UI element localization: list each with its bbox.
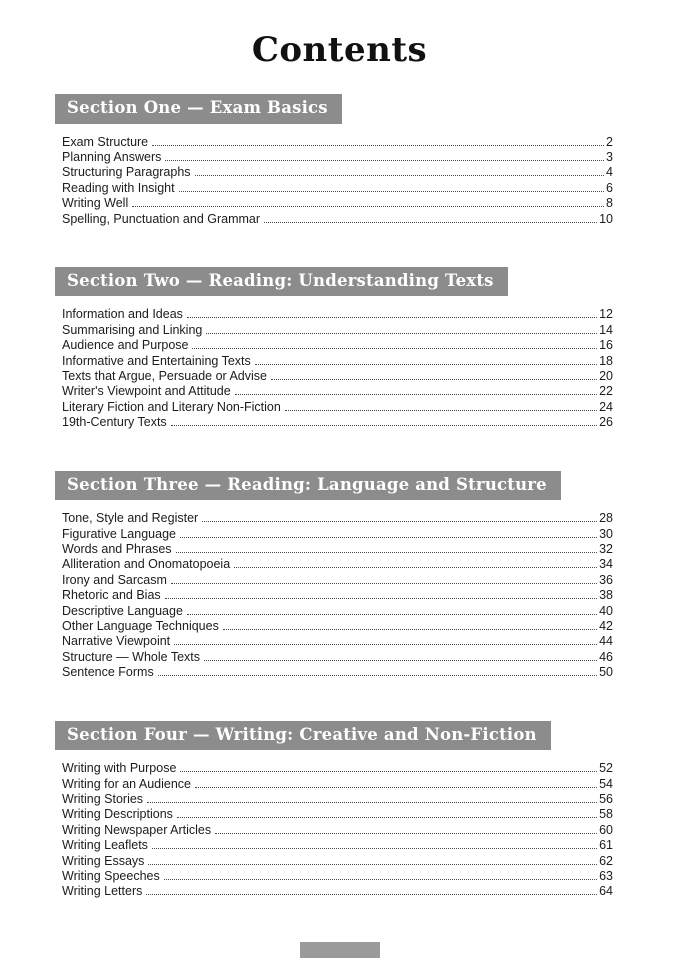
dot-leader xyxy=(152,145,604,146)
entry-label: Writing for an Audience xyxy=(62,776,192,791)
entry-label: Writing Descriptions xyxy=(62,807,173,822)
dot-leader xyxy=(223,629,597,630)
section-title: Section One — Exam Basics xyxy=(67,98,328,117)
entry-page-number: 2 xyxy=(606,134,613,149)
dot-leader xyxy=(264,222,597,223)
entry-label: Structure — Whole Texts xyxy=(62,649,201,664)
entry-label: Audience and Purpose xyxy=(62,338,189,353)
entry-label: 19th-Century Texts xyxy=(62,415,167,430)
toc-entry xyxy=(62,573,613,588)
entry-label: Writer's Viewpoint and Attitude xyxy=(62,384,231,399)
entry-label: Planning Answers xyxy=(62,149,162,164)
entry-page-number: 10 xyxy=(599,211,613,226)
toc-entry xyxy=(62,542,613,557)
entry-page-number: 40 xyxy=(599,603,613,618)
entry-page-number: 16 xyxy=(599,338,613,353)
toc-entry xyxy=(62,400,613,415)
toc-entry xyxy=(62,384,613,399)
toc-entry xyxy=(62,665,613,680)
toc-entry xyxy=(62,838,613,853)
dot-leader xyxy=(147,802,597,803)
entry-page-number: 61 xyxy=(599,838,613,853)
dot-leader xyxy=(202,521,597,522)
entry-page-number: 50 xyxy=(599,665,613,680)
toc-entry xyxy=(62,588,613,603)
dot-leader xyxy=(187,317,597,318)
entry-label: Writing Stories xyxy=(62,791,144,806)
toc-entry xyxy=(62,604,613,619)
dot-leader xyxy=(285,410,597,411)
section-header-bar xyxy=(55,721,551,751)
toc-entry xyxy=(62,323,613,338)
entry-label: Reading with Insight xyxy=(62,180,175,195)
toc-entry xyxy=(62,557,613,572)
toc-entry xyxy=(62,338,613,353)
entry-page-number: 30 xyxy=(599,526,613,541)
toc-entry xyxy=(62,135,613,150)
toc-entry xyxy=(62,165,613,180)
toc-section xyxy=(62,471,613,681)
dot-leader xyxy=(171,583,597,584)
entry-label: Figurative Language xyxy=(62,526,176,541)
section-entries xyxy=(62,135,613,227)
dot-leader xyxy=(235,394,597,395)
dot-leader xyxy=(158,675,597,676)
toc-entry xyxy=(62,415,613,430)
entry-label: Writing Essays xyxy=(62,853,145,868)
toc-entry xyxy=(62,777,613,792)
dot-leader xyxy=(179,191,604,192)
entry-page-number: 52 xyxy=(599,761,613,776)
entry-page-number: 4 xyxy=(606,165,613,180)
toc-entry xyxy=(62,196,613,211)
entry-page-number: 22 xyxy=(599,384,613,399)
dot-leader xyxy=(234,567,597,568)
entry-page-number: 60 xyxy=(599,822,613,837)
dot-leader xyxy=(132,206,604,207)
section-entries xyxy=(62,307,613,430)
dot-leader xyxy=(195,175,605,176)
dot-leader xyxy=(255,364,597,365)
entry-label: Writing Letters xyxy=(62,884,143,899)
toc-entry xyxy=(62,369,613,384)
entry-page-number: 32 xyxy=(599,542,613,556)
dot-leader xyxy=(164,879,597,880)
entry-page-number: 44 xyxy=(599,634,613,649)
dot-leader xyxy=(171,425,597,426)
dot-leader xyxy=(204,660,597,661)
entry-label: Structuring Paragraphs xyxy=(62,165,191,180)
toc-entry xyxy=(62,884,613,899)
entry-label: Descriptive Language xyxy=(62,603,183,618)
toc-entry xyxy=(62,823,613,838)
toc-entry xyxy=(62,212,613,227)
entry-page-number: 6 xyxy=(606,180,613,195)
section-header-bar xyxy=(55,471,561,501)
section-header-bar xyxy=(55,94,342,124)
section-header-bar xyxy=(55,267,508,297)
entry-label: Irony and Sarcasm xyxy=(62,572,167,587)
toc xyxy=(0,94,679,900)
dot-leader xyxy=(165,160,604,161)
toc-entry xyxy=(62,181,613,196)
toc-entry xyxy=(62,761,613,776)
entry-page-number: 63 xyxy=(599,869,613,883)
toc-entry xyxy=(62,527,613,542)
toc-entry xyxy=(62,650,613,665)
entry-page-number: 28 xyxy=(599,511,613,526)
entry-label: Literary Fiction and Literary Non-Fiction xyxy=(62,399,281,414)
dot-leader xyxy=(146,894,597,895)
dot-leader xyxy=(215,833,597,834)
entry-label: Tone, Style and Register xyxy=(62,511,199,526)
footer-bar xyxy=(300,942,380,958)
entry-page-number: 14 xyxy=(599,322,613,337)
entry-page-number: 46 xyxy=(599,649,613,664)
dot-leader xyxy=(271,379,597,380)
section-entries xyxy=(62,761,613,900)
toc-entry xyxy=(62,307,613,322)
entry-label: Alliteration and Onomatopoeia xyxy=(62,557,231,572)
entry-label: Summarising and Linking xyxy=(62,322,203,337)
entry-page-number: 36 xyxy=(599,572,613,587)
entry-label: Other Language Techniques xyxy=(62,619,219,634)
toc-entry xyxy=(62,792,613,807)
section-title: Section Three — Reading: Language and Structure xyxy=(67,474,547,494)
toc-entry xyxy=(62,354,613,369)
dot-leader xyxy=(174,644,597,645)
dot-leader xyxy=(177,817,597,818)
dot-leader xyxy=(180,771,597,772)
page-title: Contents xyxy=(251,30,428,70)
toc-entry xyxy=(62,150,613,165)
entry-label: Writing Leaflets xyxy=(62,838,148,853)
dot-leader xyxy=(192,348,597,349)
dot-leader xyxy=(206,333,597,334)
toc-entry xyxy=(62,807,613,822)
toc-entry xyxy=(62,854,613,869)
toc-section xyxy=(62,267,613,431)
dot-leader xyxy=(187,614,597,615)
toc-entry xyxy=(62,634,613,649)
entry-page-number: 24 xyxy=(599,399,613,414)
entry-label: Informative and Entertaining Texts xyxy=(62,353,251,368)
dot-leader xyxy=(195,787,597,788)
entry-label: Words and Phrases xyxy=(62,542,172,556)
entry-page-number: 20 xyxy=(599,369,613,384)
entry-page-number: 3 xyxy=(606,149,613,164)
dot-leader xyxy=(148,864,597,865)
toc-section xyxy=(62,94,613,227)
entry-page-number: 8 xyxy=(606,196,613,211)
entry-page-number: 58 xyxy=(599,807,613,822)
entry-page-number: 64 xyxy=(599,884,613,899)
entry-page-number: 18 xyxy=(599,353,613,368)
entry-label: Texts that Argue, Persuade or Advise xyxy=(62,369,267,384)
dot-leader xyxy=(152,848,597,849)
entry-label: Writing Newspaper Articles xyxy=(62,822,212,837)
section-entries xyxy=(62,511,613,680)
entry-page-number: 12 xyxy=(599,307,613,322)
entry-label: Writing with Purpose xyxy=(62,761,177,776)
section-title: Section Two — Reading: Understanding Texts xyxy=(67,270,494,290)
entry-label: Narrative Viewpoint xyxy=(62,634,171,649)
entry-page-number: 34 xyxy=(599,557,613,572)
entry-page-number: 62 xyxy=(599,853,613,868)
entry-label: Spelling, Punctuation and Grammar xyxy=(62,211,261,226)
toc-entry xyxy=(62,869,613,884)
toc-entry xyxy=(62,511,613,526)
entry-label: Rhetoric and Bias xyxy=(62,588,161,603)
entry-label: Exam Structure xyxy=(62,134,149,149)
entry-label: Information and Ideas xyxy=(62,307,183,322)
section-title: Section Four — Writing: Creative and Non-Fiction xyxy=(67,724,537,744)
entry-page-number: 56 xyxy=(599,791,613,806)
entry-label: Writing Speeches xyxy=(62,869,160,883)
entry-page-number: 26 xyxy=(599,415,613,430)
toc-section xyxy=(62,721,613,900)
entry-page-number: 42 xyxy=(599,619,613,634)
entry-page-number: 38 xyxy=(599,588,613,603)
entry-label: Writing Well xyxy=(62,196,129,211)
entry-page-number: 54 xyxy=(599,776,613,791)
toc-entry xyxy=(62,619,613,634)
dot-leader xyxy=(176,552,598,553)
dot-leader xyxy=(180,537,597,538)
dot-leader xyxy=(165,598,597,599)
entry-label: Sentence Forms xyxy=(62,665,154,680)
